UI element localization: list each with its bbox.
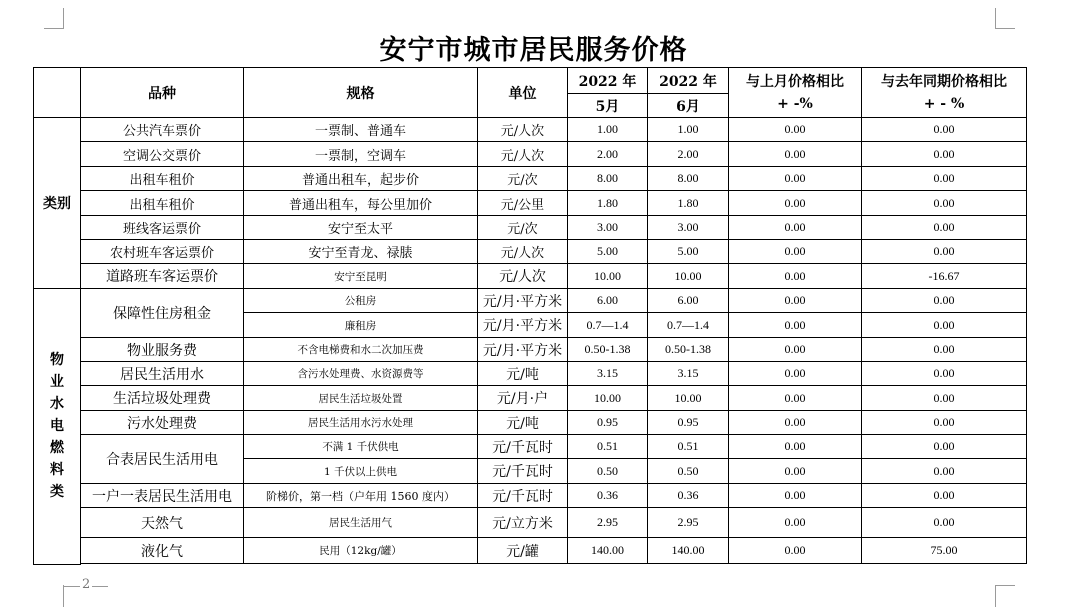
- header-col1-year: 2022 年: [568, 68, 648, 94]
- category-utilities: [34, 289, 81, 565]
- may-price: 0.51: [568, 435, 648, 459]
- item-cell: 保障性住房租金: [81, 289, 244, 338]
- mom-change: 0.00: [729, 459, 862, 484]
- mom-change: 0.00: [729, 538, 862, 564]
- may-price: 2.00: [568, 142, 648, 167]
- jun-price: 1.80: [648, 191, 729, 216]
- spec-cell: 一票制、普通车: [244, 118, 478, 142]
- jun-price: 0.36: [648, 484, 729, 508]
- item-cell: 液化气: [81, 538, 244, 564]
- unit-cell: 元/人次: [478, 240, 568, 264]
- spec-cell: 阶梯价，第一档（户年用 1560 度内）: [244, 484, 478, 508]
- table-row: [34, 289, 1027, 313]
- mom-change: 0.00: [729, 142, 862, 167]
- table-row: [34, 538, 1027, 564]
- mom-change: 0.00: [729, 313, 862, 338]
- unit-cell: 元/千瓦时: [478, 459, 568, 484]
- spec-cell: 含污水处理费、水资源费等: [244, 362, 478, 386]
- header-yoy-line1: 与去年同期价格相比: [881, 73, 1007, 90]
- may-price: 1.80: [568, 191, 648, 216]
- item-cell: 公共汽车票价: [81, 118, 244, 142]
- spec-cell: 居民生活垃圾处置: [244, 386, 478, 411]
- may-price: 3.15: [568, 362, 648, 386]
- spec-cell: 1 千伏以上供电: [244, 459, 478, 484]
- may-price: 1.00: [568, 118, 648, 142]
- may-price: 140.00: [568, 538, 648, 564]
- may-price: 0.50: [568, 459, 648, 484]
- may-price: 0.7—1.4: [568, 313, 648, 338]
- spec-cell: 一票制，空调车: [244, 142, 478, 167]
- header-row-1: [34, 68, 1027, 94]
- may-price: 5.00: [568, 240, 648, 264]
- mom-change: 0.00: [729, 191, 862, 216]
- header-spec: 规格: [244, 68, 478, 118]
- jun-price: 0.50-1.38: [648, 338, 729, 362]
- jun-price: 0.95: [648, 411, 729, 435]
- table-row: [34, 338, 1027, 362]
- page-number-line-right: [92, 586, 108, 587]
- unit-cell: 元/月·平方米: [478, 313, 568, 338]
- yoy-change: 0.00: [862, 313, 1027, 338]
- item-cell: 出租车租价: [81, 167, 244, 191]
- jun-price: 10.00: [648, 264, 729, 289]
- jun-price: 2.95: [648, 508, 729, 538]
- item-cell: 生活垃圾处理费: [81, 386, 244, 411]
- jun-price: 10.00: [648, 386, 729, 411]
- table-row: [34, 167, 1027, 191]
- may-price: 10.00: [568, 386, 648, 411]
- table-row: [34, 142, 1027, 167]
- spec-cell: 公租房: [244, 289, 478, 313]
- price-table: [33, 67, 1027, 565]
- unit-cell: 元/吨: [478, 411, 568, 435]
- corner-mark-bottom-right-h: [995, 585, 1015, 586]
- header-col1-month: 5月: [568, 94, 648, 118]
- yoy-change: 0.00: [862, 216, 1027, 240]
- table-row: [34, 264, 1027, 289]
- unit-cell: 元/次: [478, 216, 568, 240]
- yoy-change: 0.00: [862, 508, 1027, 538]
- unit-cell: 元/人次: [478, 264, 568, 289]
- spec-cell: 安宁至太平: [244, 216, 478, 240]
- mom-change: 0.00: [729, 289, 862, 313]
- may-price: 2.95: [568, 508, 648, 538]
- jun-price: 2.00: [648, 142, 729, 167]
- mom-change: 0.00: [729, 362, 862, 386]
- mom-change: 0.00: [729, 386, 862, 411]
- unit-cell: 元/月·平方米: [478, 338, 568, 362]
- spec-cell: 安宁至昆明: [244, 264, 478, 289]
- mom-change: 0.00: [729, 240, 862, 264]
- may-price: 8.00: [568, 167, 648, 191]
- yoy-change: 0.00: [862, 411, 1027, 435]
- jun-price: 6.00: [648, 289, 729, 313]
- spec-cell: 不满 1 千伏供电: [244, 435, 478, 459]
- yoy-change: 0.00: [862, 386, 1027, 411]
- unit-cell: 元/千瓦时: [478, 435, 568, 459]
- jun-price: 0.50: [648, 459, 729, 484]
- table-row: [34, 118, 1027, 142]
- may-price: 3.00: [568, 216, 648, 240]
- spec-cell: 安宁至青龙、禄脿: [244, 240, 478, 264]
- may-price: 6.00: [568, 289, 648, 313]
- jun-price: 140.00: [648, 538, 729, 564]
- mom-change: 0.00: [729, 435, 862, 459]
- item-cell: 污水处理费: [81, 411, 244, 435]
- corner-mark-top-left: [63, 8, 64, 28]
- yoy-change: 0.00: [862, 191, 1027, 216]
- header-mom: [729, 68, 862, 118]
- item-cell: 农村班车客运票价: [81, 240, 244, 264]
- item-cell: 一户一表居民生活用电: [81, 484, 244, 508]
- item-cell: 班线客运票价: [81, 216, 244, 240]
- item-cell: 物业服务费: [81, 338, 244, 362]
- unit-cell: 元/吨: [478, 362, 568, 386]
- item-cell: 合表居民生活用电: [81, 435, 244, 484]
- spec-cell: 普通出租车，每公里加价: [244, 191, 478, 216]
- corner-mark-bottom-right: [995, 585, 996, 607]
- header-item: 品种: [81, 68, 244, 118]
- header-col2-year: 2022 年: [648, 68, 729, 94]
- unit-cell: 元/人次: [478, 142, 568, 167]
- may-price: 10.00: [568, 264, 648, 289]
- header-unit: 单位: [478, 68, 568, 118]
- jun-price: 3.00: [648, 216, 729, 240]
- table-row: [34, 484, 1027, 508]
- item-cell: 空调公交票价: [81, 142, 244, 167]
- yoy-change: 0.00: [862, 338, 1027, 362]
- mom-change: 0.00: [729, 118, 862, 142]
- yoy-change: 0.00: [862, 362, 1027, 386]
- category-transport: 类别: [34, 118, 81, 289]
- yoy-change: 0.00: [862, 459, 1027, 484]
- table-row: [34, 216, 1027, 240]
- table-row: [34, 240, 1027, 264]
- unit-cell: 元/罐: [478, 538, 568, 564]
- jun-price: 5.00: [648, 240, 729, 264]
- mom-change: 0.00: [729, 338, 862, 362]
- jun-price: 8.00: [648, 167, 729, 191]
- mom-change: 0.00: [729, 264, 862, 289]
- yoy-change: -16.67: [862, 264, 1027, 289]
- header-category: [34, 68, 81, 118]
- yoy-change: 0.00: [862, 435, 1027, 459]
- yoy-change: 0.00: [862, 118, 1027, 142]
- spec-cell: 居民生活用气: [244, 508, 478, 538]
- yoy-change: 75.00: [862, 538, 1027, 564]
- item-cell: 天然气: [81, 508, 244, 538]
- yoy-change: 0.00: [862, 142, 1027, 167]
- page-number-line-left: [64, 586, 80, 587]
- mom-change: 0.00: [729, 484, 862, 508]
- yoy-change: 0.00: [862, 484, 1027, 508]
- table-row: [34, 411, 1027, 435]
- header-mom-line1: 与上月价格相比: [746, 73, 844, 90]
- may-price: 0.36: [568, 484, 648, 508]
- jun-price: 1.00: [648, 118, 729, 142]
- header-yoy: [862, 68, 1027, 118]
- jun-price: 0.7—1.4: [648, 313, 729, 338]
- yoy-change: 0.00: [862, 289, 1027, 313]
- unit-cell: 元/公里: [478, 191, 568, 216]
- jun-price: 3.15: [648, 362, 729, 386]
- mom-change: 0.00: [729, 508, 862, 538]
- may-price: 0.95: [568, 411, 648, 435]
- unit-cell: 元/月·户: [478, 386, 568, 411]
- unit-cell: 元/人次: [478, 118, 568, 142]
- unit-cell: 元/立方米: [478, 508, 568, 538]
- table-row: [34, 508, 1027, 538]
- table-row: [34, 435, 1027, 459]
- table-row: [34, 191, 1027, 216]
- spec-cell: 居民生活用水污水处理: [244, 411, 478, 435]
- mom-change: 0.00: [729, 216, 862, 240]
- spec-cell: 普通出租车，起步价: [244, 167, 478, 191]
- may-price: 0.50-1.38: [568, 338, 648, 362]
- mom-change: 0.00: [729, 167, 862, 191]
- header-yoy-line2: + - %: [923, 95, 965, 112]
- spec-cell: 民用（12kg/罐）: [244, 538, 478, 564]
- page-title: 安宁市城市居民服务价格: [379, 35, 688, 66]
- page-number: 2: [82, 577, 91, 592]
- item-cell: 出租车租价: [81, 191, 244, 216]
- unit-cell: 元/千瓦时: [478, 484, 568, 508]
- yoy-change: 0.00: [862, 240, 1027, 264]
- spec-cell: 不含电梯费和水二次加压费: [244, 338, 478, 362]
- corner-mark-top-right: [995, 8, 996, 28]
- table-row: [34, 386, 1027, 411]
- unit-cell: 元/次: [478, 167, 568, 191]
- item-cell: 道路班车客运票价: [81, 264, 244, 289]
- spec-cell: 廉租房: [244, 313, 478, 338]
- item-cell: 居民生活用水: [81, 362, 244, 386]
- jun-price: 0.51: [648, 435, 729, 459]
- mom-change: 0.00: [729, 411, 862, 435]
- header-mom-line2: + -%: [777, 95, 813, 112]
- category-utilities-label: 物业水电燃料类: [50, 352, 64, 501]
- table-row: [34, 362, 1027, 386]
- unit-cell: 元/月·平方米: [478, 289, 568, 313]
- corner-mark-bottom-left: [63, 585, 64, 607]
- header-col2-month: 6月: [648, 94, 729, 118]
- yoy-change: 0.00: [862, 167, 1027, 191]
